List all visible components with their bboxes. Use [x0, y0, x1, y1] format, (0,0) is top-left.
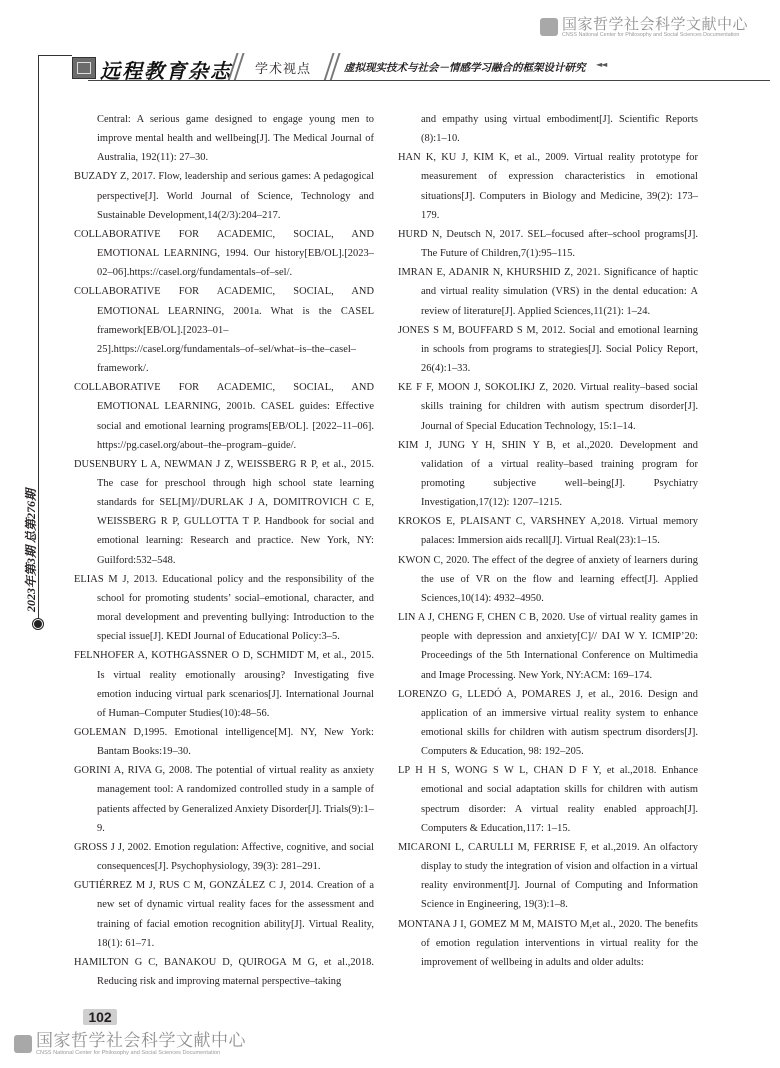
reference-item: LIN A J, CHENG F, CHEN C B, 2020. Use of virtual reality games in people with depression and anxiety[C]// DAI W Y. ICMIP’20: Proceedings of the 5th International Conference on Multimedia and Image Processing. New York, NY:ACM: 169–174. [398, 612, 698, 681]
arrows-icon: ◄◄ [596, 60, 607, 69]
reference-item: COLLABORATIVE FOR ACADEMIC, SOCIAL, AND EMOTIONAL LEARNING, 2001a. What is the CASEL framework[EB/OL].[2023–01–25].https://casel.org/fundamentals–of–sel/what–is–the–casel–framework/. [74, 286, 374, 375]
watermark-logo-icon [14, 1035, 32, 1053]
reference-item: GORINI A, RIVA G, 2008. The potential of virtual reality as anxiety management tool: A randomized controlled study in a sample of patients affected by Generalized Anxiety Disorder[J]. Trials(9):1–9. [74, 765, 374, 834]
side-dot-icon [33, 619, 43, 629]
reference-item: BUZADY Z, 2017. Flow, leadership and serious games: A pedagogical perspective[J]. World Journal of Science, Technology and Sustainable Development,14(2/3):204–217. [74, 171, 374, 221]
watermark-logo-letters: CNSS [562, 31, 577, 38]
watermark-cn: 国家哲学社会科学文献中心 [562, 14, 749, 33]
references-right-column [398, 110, 698, 972]
watermark-en: CNSS National Center for Philosophy and Social Sciences Documentation [36, 1049, 221, 1056]
page-number: 102 [83, 1009, 117, 1025]
running-header [72, 55, 752, 81]
reference-item: KIM J, JUNG Y H, SHIN Y B, et al.,2020. Development and validation of a virtual reality–based training program for promoting subjective well–being[J]. Psychiatry Investigation,17(12): 1207–1215. [398, 439, 698, 509]
reference-item: HAMILTON G C, BANAKOU D, QUIROGA M G, et al.,2018. Reducing risk and improving maternal perspective–taking [74, 956, 374, 988]
reference-item: Central: A serious game designed to engage young men to improve mental health and wellbeing[J]. The Medical Journal of Australia, 192(11): 27–30. [97, 114, 374, 164]
reference-item: HURD N, Deutsch N, 2017. SEL–focused after–school programs[J]. The Future of Children,7(1):95–115. [398, 228, 698, 260]
reference-item: HAN K, KU J, KIM K, et al., 2009. Virtual reality prototype for measurement of expression characteristics in emotional situations[J]. Computers in Biology and Medicine, 39(2): 173–179. [398, 152, 698, 221]
reference-item: KE F F, MOON J, SOKOLIKJ Z, 2020. Virtual reality–based social skills training for children with autism spectrum disorder[J]. Journal of Special Education Technology, 15:1–14. [398, 382, 698, 432]
side-rule-top [38, 55, 72, 56]
issue-label: 2023年第3期 总第276期 [24, 488, 38, 612]
header-rule [88, 80, 770, 81]
article-title: 虚拟现实技术与社会－情感学习融合的框架设计研究 [344, 63, 586, 74]
watermark-logo-icon [540, 18, 558, 36]
reference-item: IMRAN E, ADANIR N, KHURSHID Z, 2021. Significance of haptic and virtual reality simulation (VRS) in the dental education: A review of literature[J]. Applied Sciences,11(21): 1–24. [398, 267, 698, 317]
reference-item: DUSENBURY L A, NEWMAN J Z, WEISSBERG R P, et al., 2015. The case for preschool through high school state learning standards for SEL[M]//DURLAK J A, DOMITROVICH C E, WEISSBERG R P, GULLOTTA T P. Handbook for social and emotional learning: Research and practice. New York, NY: Guilford:532–548. [74, 458, 374, 566]
reference-item: GOLEMAN D,1995. Emotional intelligence[M]. NY, New York: Bantam Books:19–30. [74, 727, 374, 758]
reference-item: LP H H S, WONG S W L, CHAN D F Y, et al.,2018. Enhance emotional and social adaptation skills for children with autism spectrum disorder: A virtual reality enabled approach[J]. Computers & Education,117: 1–15. [398, 765, 698, 834]
reference-item: KWON C, 2020. The effect of the degree of anxiety of learners during the use of VR on the flow and learning effect[J]. Applied Sciences,10(14): 4932–4950. [398, 554, 698, 604]
section-title: 学术视点 [255, 61, 312, 76]
reference-item: LORENZO G, LLEDÓ A, POMARES J, et al., 2016. Design and application of an immersive virtual reality system to enhance emotional skills for children with autism spectrum disorders[J]. Computers & Education, 98: 192–205. [398, 688, 698, 758]
references-left-column [74, 110, 374, 991]
watermark-logo-letters: CNSS [36, 1049, 52, 1056]
reference-item: COLLABORATIVE FOR ACADEMIC, SOCIAL, AND EMOTIONAL LEARNING, 1994. Our history[EB/OL].[2023–02–06].https://casel.org/fundamentals–of–sel/. [74, 228, 374, 279]
journal-logo-icon [72, 57, 96, 79]
reference-item: FELNHOFER A, KOTHGASSNER O D, SCHMIDT M, et al., 2015. Is virtual reality emotionally arousing? Investigating five emotion inducing virtual park scenarios[J]. International Journal of Human–Computer Studies(10):48–56. [74, 650, 374, 719]
journal-title: 远程教育杂志 [100, 61, 232, 83]
reference-item: ELIAS M J, 2013. Educational policy and the responsibility of the school for promoting students’ social–emotional, character, and moral development and preventing bullying: Introduction to the special issue[J]. KEDI Journal of Educational Policy:3–5. [74, 573, 374, 643]
reference-item: JONES S M, BOUFFARD S M, 2012. Social and emotional learning in schools from programs to strategies[J]. Social Policy Report, 26(4):1–33. [398, 324, 698, 375]
watermark-en: CNSS National Center for Philosophy and Social Sciences Documentation [562, 31, 740, 38]
reference-item: COLLABORATIVE FOR ACADEMIC, SOCIAL, AND EMOTIONAL LEARNING, 2001b. CASEL guides: Effective social and emotional learning programs[EB/OL]. [2022–11–06]. https://pg.casel.org/about–the–program–guide/. [74, 382, 374, 451]
reference-item: KROKOS E, PLAISANT C, VARSHNEY A,2018. Virtual memory palaces: Immersion aids recall[J]. Virtual Real(23):1–15. [398, 516, 698, 547]
watermark-bottom [14, 1029, 254, 1059]
watermark-cn: 国家哲学社会科学文献中心 [36, 1030, 246, 1051]
reference-item: MICARONI L, CARULLI M, FERRISE F, et al.,2019. An olfactory display to study the integration of vision and olfaction in a virtual reality environment[J]. Journal of Computing and Information Science in Engineering, 19(3):1–8. [398, 841, 698, 911]
reference-item: MONTANA J I, GOMEZ M M, MAISTO M,et al., 2020. The benefits of emotion regulation interventions in virtual reality for the improvement of wellbeing in adults and older adults: [398, 918, 698, 968]
reference-item: GUTIÉRREZ M J, RUS C M, GONZÁLEZ C J, 2014. Creation of a new set of dynamic virtual reality faces for the assessment and training of facial emotion recognition ability[J]. Virtual Reality, 18(1): 61–71. [74, 880, 374, 949]
reference-item: and empathy using virtual embodiment[J]. Scientific Reports (8):1–10. [421, 114, 698, 145]
watermark-top [540, 12, 776, 42]
reference-item: GROSS J J, 2002. Emotion regulation: Affective, cognitive, and social consequences[J]. Psychophysiology, 39(3): 281–291. [74, 841, 374, 873]
